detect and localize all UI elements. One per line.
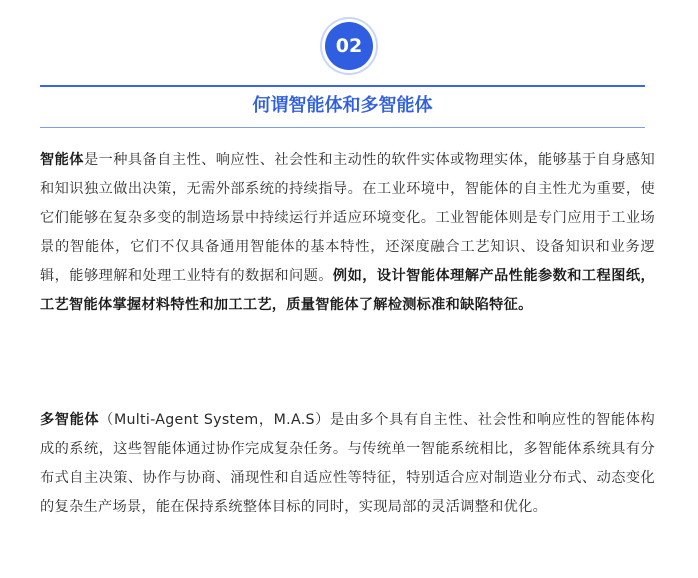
term-multi-agent: 多智能体 (40, 412, 100, 428)
section-number-wrap (0, 22, 698, 72)
title-bottom-rule (40, 127, 645, 128)
section-title: 何谓智能体和多智能体 (252, 95, 433, 116)
term-agent: 智能体 (40, 152, 84, 168)
paragraph-multi-agent (40, 406, 655, 522)
section-number-badge: 02 (325, 22, 373, 70)
paragraph-agent-text: 是一种具备自主性、响应性、社会性和主动性的软件实体或物理实体，能够基于自身感知和知识独立做出决策，无需外部系统的持续指导。在工业环境中，智能体的自主性尤为重要，使它们能够在复杂多变的制造场景中持续运行并适应环境变化。工业智能体则是专门应用于工业场景的智能体，它们不仅具备通用智能体的基本特性，还深度融合工艺知识、设备知识和业务逻辑，能够理解和处理工业特有的数据和问题。 (40, 152, 656, 284)
paragraph-multi-agent-text: （Multi-Agent System，M.A.S）是由多个具有自主性、社会性和响应性的智能体构成的系统，这些智能体通过协作完成复杂任务。与传统单一智能系统相比，多智能体系统具有分布式自主决策、协作与协商、涌现性和自适应性等特征，特别适合应对制造业分布式、动态变化的复杂生产场景，能在保持系统整体目标的同时，实现局部的灵活调整和优化。 (40, 412, 655, 515)
paragraph-agent (40, 146, 655, 320)
title-top-rule (40, 85, 645, 87)
paragraph-agent-examples: 例如，设计智能体理解产品性能参数和工程图纸，工艺智能体掌握材料特性和加工工艺，质量智能体了解检测标准和缺陷特征。 (40, 268, 655, 313)
